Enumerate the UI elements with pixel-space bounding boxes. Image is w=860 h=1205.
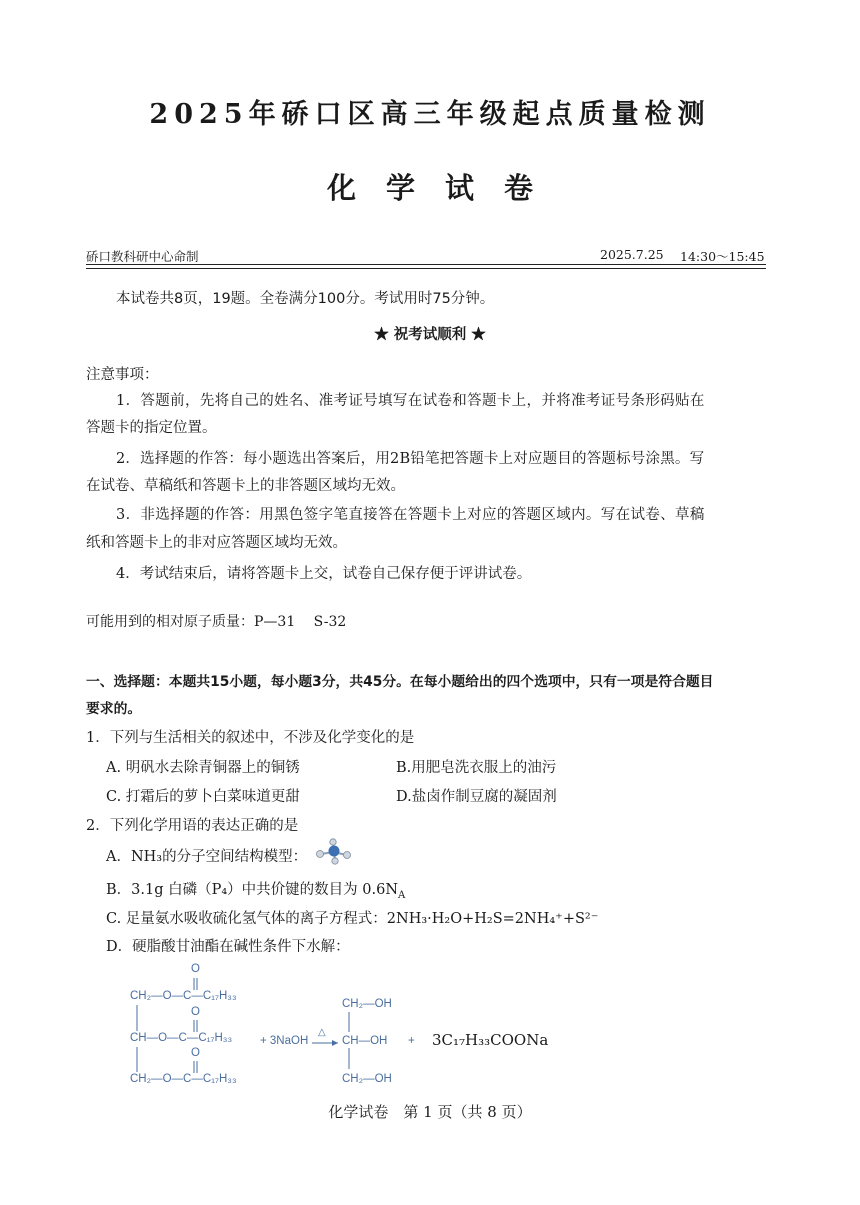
- notes-heading: 注意事项：: [86, 367, 159, 383]
- ester-row-1: CH₂—O—C—C₁₇H₃₃: [130, 990, 237, 1002]
- header-rule-thick: [86, 264, 766, 265]
- note-3-line-1: 3．非选择题的作答：用黑色签字笔直接答在答题卡上对应的答题区域内。写在试卷、草稿: [116, 507, 705, 523]
- exam-date: 2025.7.25: [600, 247, 664, 262]
- heat-symbol: △: [318, 1027, 326, 1038]
- carbonyl-o-3: O: [191, 1047, 200, 1059]
- section-1-heading-line-1: 一、选择题：本题共15小题，每小题3分，共45分。在每小题给出的四个选项中，只有一项是符合题目: [86, 674, 714, 690]
- sodium-stearate-product: 3C₁₇H₃₃COONa: [432, 1031, 549, 1049]
- atomic-mass-line: 可能用到的相对原子质量：P—31 S-32: [86, 614, 347, 630]
- question-1-option-d: D.盐卤作制豆腐的凝固剂: [396, 789, 557, 805]
- exam-title: 2025年硚口区高三年级起点质量检测: [149, 99, 711, 130]
- question-1-option-c: C. 打霜后的萝卜白菜味道更甜: [106, 789, 300, 805]
- exam-summary: 本试卷共8页，19题。全卷满分100分。考试用时75分钟。: [116, 291, 495, 307]
- question-2-option-c: C. 足量氨水吸收硫化氢气体的离子方程式：2NH₃·H₂O+H₂S=2NH₄⁺+S²⁻: [106, 911, 599, 927]
- blessing-line: ★ 祝考试顺利 ★: [374, 326, 486, 343]
- ester-row-2: CH—O—C—C₁₇H₃₃: [130, 1032, 233, 1044]
- ester-row-3: CH₂—O—C—C₁₇H₃₃: [130, 1073, 237, 1085]
- glycerol-row-1: CH₂—OH: [342, 998, 392, 1010]
- equation-plus: +: [408, 1035, 415, 1047]
- question-2-option-a: A．NH₃的分子空间结构模型：: [106, 849, 308, 865]
- question-1-option-a: A. 明矾水去除青铜器上的铜锈: [106, 760, 300, 776]
- reagent-naoh: + 3NaOH: [260, 1035, 309, 1047]
- exam-subject-title: 化学试卷: [326, 171, 563, 205]
- glycerol-row-3: CH₂—OH: [342, 1073, 392, 1085]
- ammonia-ball-stick-model: [314, 838, 354, 866]
- note-4: 4．考试结束后，请将答题卡上交，试卷自己保存便于评讲试卷。: [116, 566, 532, 582]
- carbonyl-o-1: O: [191, 963, 200, 975]
- note-2-line-2: 在试卷、草稿纸和答题卡上的非答题区域均无效。: [86, 478, 405, 494]
- exam-time: 14:30～15:45: [680, 249, 765, 264]
- question-2-option-d: D．硬脂酸甘油酯在碱性条件下水解：: [106, 939, 350, 955]
- carbonyl-o-2: O: [191, 1006, 200, 1018]
- note-1-line-2: 答题卡的指定位置。: [86, 420, 217, 436]
- section-1-heading-line-2: 要求的。: [86, 701, 142, 717]
- page-footer: 化学试卷 第 1 页（共 8 页）: [328, 1103, 532, 1121]
- note-2-line-1: 2．选择题的作答：每小题选出答案后，用2B铅笔把答题卡上对应题目的答题标号涂黑。写: [116, 451, 705, 467]
- note-1-line-1: 1．答题前，先将自己的姓名、准考证号填写在试卷和答题卡上，并将准考证号条形码贴在: [116, 393, 705, 409]
- header-rule-thin: [86, 268, 766, 269]
- question-2-stem: 2．下列化学用语的表达正确的是: [86, 818, 299, 834]
- question-1-option-b: B.用肥皂洗衣服上的油污: [396, 760, 557, 776]
- note-3-line-2: 纸和答题卡上的非对应答题区域均无效。: [86, 535, 347, 551]
- question-1-stem: 1．下列与生活相关的叙述中，不涉及化学变化的是: [86, 730, 415, 746]
- option-b-text: B．3.1g 白磷（P₄）中共价键的数目为 0.6N: [106, 882, 399, 898]
- avogadro-subscript: A: [398, 889, 406, 901]
- issuer-label: 硚口教科研中心命制: [86, 249, 199, 264]
- glycerol-row-2: CH—OH: [342, 1035, 388, 1047]
- question-2-option-b: [106, 878, 405, 901]
